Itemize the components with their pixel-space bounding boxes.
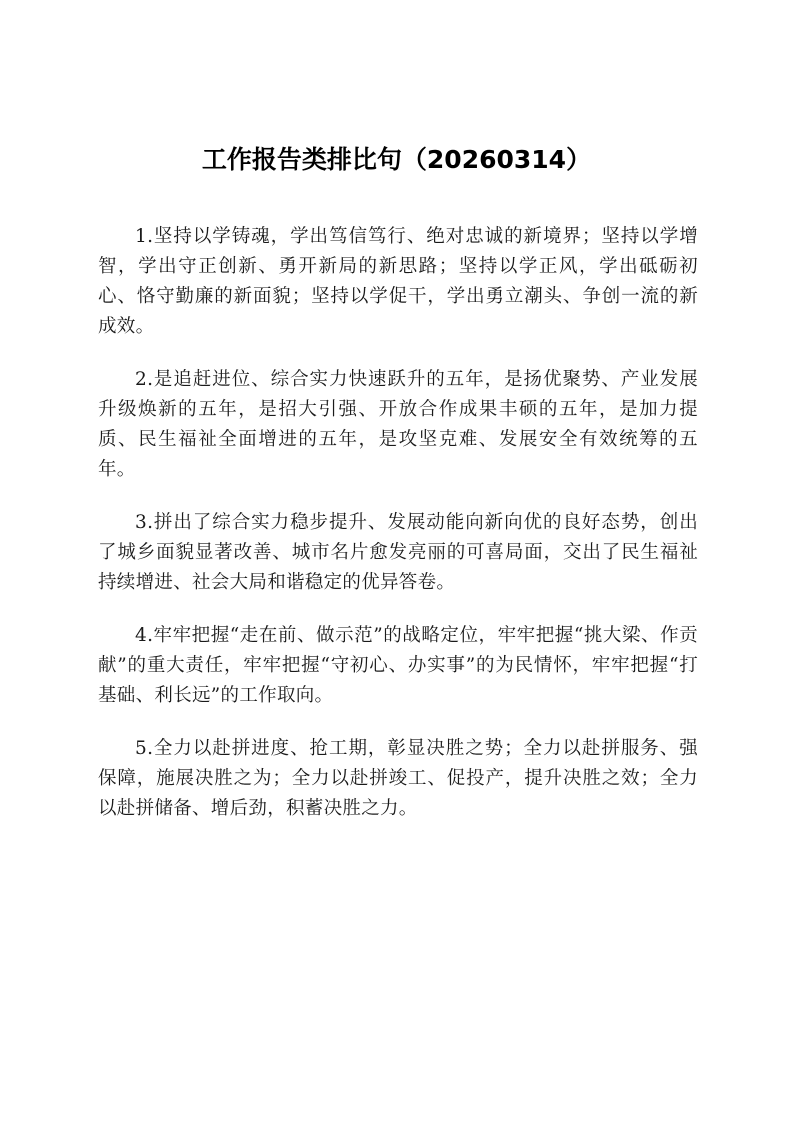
paragraph-4: 4.牢牢把握“走在前、做示范”的战略定位，牢牢把握“挑大梁、作贡献”的重大责任，牢牢把握“守初心、办实事”的为民情怀，牢牢把握“打基础、利长远”的工作取向。	[98, 625, 698, 706]
document-title: 工作报告类排比句（20260314）	[201, 145, 592, 174]
document-body	[98, 222, 698, 847]
paragraph-3: 3.拼出了综合实力稳步提升、发展动能向新向优的良好态势，创出了城乡面貌显著改善、城市名片愈发亮丽的可喜局面，交出了民生福祉持续增进、社会大局和谐稳定的优异答卷。	[98, 512, 698, 593]
paragraph-2: 2.是追赶进位、综合实力快速跃升的五年，是扬优聚势、产业发展升级焕新的五年，是招大引强、开放合作成果丰硕的五年，是加力提质、民生福祉全面增进的五年，是攻坚克难、发展安全有效统筹的五年。	[98, 369, 698, 480]
paragraph-1: 1.坚持以学铸魂，学出笃信笃行、绝对忠诚的新境界；坚持以学增智，学出守正创新、勇开新局的新思路；坚持以学正风，学出砥砺初心、恪守勤廉的新面貌；坚持以学促干，学出勇立潮头、争创一流的新成效。	[98, 226, 698, 337]
paragraph-5: 5.全力以赴拼进度、抢工期，彰显决胜之势；全力以赴拼服务、强保障，施展决胜之为；全力以赴拼竣工、促投产，提升决胜之效；全力以赴拼储备、增后劲，积蓄决胜之力。	[98, 738, 698, 819]
